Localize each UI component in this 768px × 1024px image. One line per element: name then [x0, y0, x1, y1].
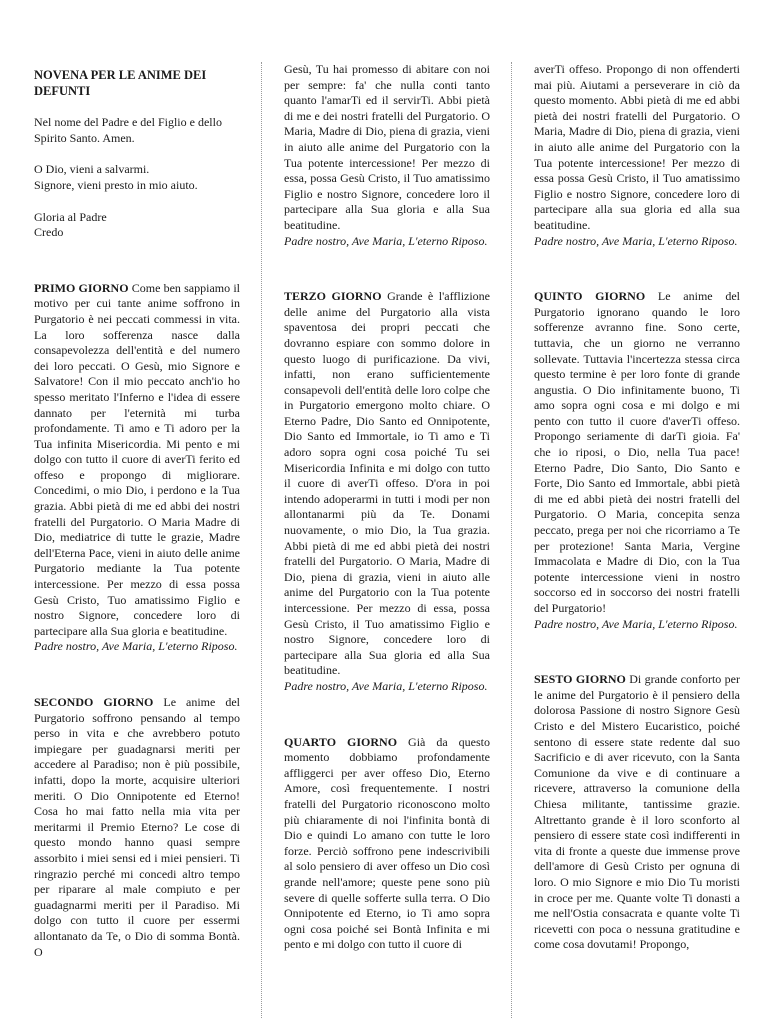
day-3-prayer: Padre nostro, Ave Maria, L'eterno Riposo.: [284, 678, 488, 693]
day-2-continuation: Gesù, Tu hai promesso di abitare con noi per sempre: fa' che nulla conti tanto quanto l'amarTi ed il servirTi. Abbi pietà di me e dei nostri fratelli del Purgatorio. O Maria, Madre di Dio, piena di grazia, vieni in aiuto alle anime del Purgatorio con la Tua potente intercessione! Per mezzo di essa, possa Gesù Cristo, il Tuo amatissimo Figlio e nostro Signore, concedere loro il partecipare alla Sua gloria e alla Sua beatitudine.: [284, 62, 490, 232]
column-3: [534, 62, 740, 953]
day-5-prayer: Padre nostro, Ave Maria, L'eterno Riposo.: [534, 616, 738, 631]
column-divider: [511, 62, 512, 1018]
day-5-section: [534, 289, 740, 616]
day-6-title: SESTO GIORNO: [534, 672, 626, 687]
day-3-text: Grande è l'afflizione delle anime del Purgatorio alla vista spaventosa dei propri peccati che dovranno espiare con sommo dolore in questo luogo di purificazione. Da vivi, infatti, non erano sufficientemente consapevoli dell'entità delle loro colpe che in Purgatorio emergono molto chiare. O Eterno Padre, Dio Santo ed Onnipotente, Dio Santo ed Immortale, io Ti amo e Ti adoro sopra ogni cosa poiché Tu sei Misericordia Infinita e mi dolgo con tutto il cuore di averTi offeso. D'ora in poi intendo adoperarmi in tutti i modi per non allontanarmi più da Te. Donami nuovamente, o mio Dio, la Tua grazia. Abbi pietà di me ed abbi pietà dei nostri fratelli del Purgatorio. O Maria, Madre di Dio, piena di grazia, vieni in aiuto alle anime del Purgatorio con la Tua potente intercessione. Per mezzo di essa, possa Gesù Cristo, il Tuo amatissimo Figlio e nostro Signore, concedere loro di partecipare alla Sua gloria ed alla Sua beatitudine.: [284, 289, 491, 678]
day-2-title: SECONDO GIORNO: [34, 695, 154, 709]
day-1-prayer: Padre nostro, Ave Maria, L'eterno Riposo.: [34, 639, 238, 654]
column-1: [34, 62, 240, 960]
day-2-prayer: Padre nostro, Ave Maria, L'eterno Riposo.: [284, 233, 488, 248]
day-1-title: PRIMO GIORNO: [34, 280, 129, 295]
column-divider: [261, 62, 262, 1018]
day-3-section: [284, 289, 490, 679]
day-1-section: [34, 281, 240, 640]
prayer-credo: Credo: [34, 225, 64, 240]
day-5-text: Le anime del Purgatorio ignorano quando le loro sofferenze avranno fine. Sono certe, tuttavia, che un giorno ne verranno sollevate. Tuttavia l'incertezza stessa circa questo termine è per loro fonte di grande angustia. O Dio infinitamente buono, Ti amo sopra ogni cosa e mi dolgo e mi pento con tutto il cuore d'averTi offeso. Propongo seriamente di darTi gioia. Fa' che io riposi, o Dio, nella Tua pace! Eterno Padre, Dio Santo, Dio Santo e Forte, Dio Santo ed Immortale, abbi pietà di me ed abbi pietà dei nostri fratelli del Purgatorio. O Maria, concepita senza peccato, prega per noi che ricorriamo a Te per protezione! Santa Maria, Vergine Immacolata e Madre di Dio, con la Tua potente intercessione vieni in nostro soccorso ed in soccorso dei nostri fratelli del Purgatorio!: [534, 289, 741, 615]
day-6-text: Di grande conforto per le anime del Purgatorio è il pensiero della dolorosa Passione di nostro Signore Gesù Cristo e del Mistero Eucaristico, poiché sentono di essere state redente dal suo Sacrificio e di aver ricevuto, con la Santa Comunione da vive e di continuare a ricevere, attraverso la comunione della Chiesa militante, tantissime grazie. Altrettanto grande è il loro sconforto al pensiero di essere state così indifferenti in vita di fronte a queste due immense prove dell'amore di Gesù Cristo per ognuna di loro. O mio Signore e mio Dio Tu moristi in croce per me. Quante volte Ti donasti a me nell'Ostia consacrata e quante volte Ti ricevetti con poca o nessuna gratitudine e come cosa dovutami! Propongo,: [534, 672, 741, 952]
day-6-section: [534, 672, 740, 953]
invocation-line: Signore, vieni presto in mio aiuto.: [34, 177, 198, 192]
day-2-text: Le anime del Purgatorio soffrono pensando al tempo perso in vita e che avrebbero potuto impiegare per guadagnarsi meriti per accedere al Paradiso; non è più possibile, infatti, dopo la morte, acquisire ulteriori meriti. O Dio Onnipotente ed Eterno! Cosa ho mai fatto nella mia vita per meritarmi il Premio Eterno? Le cose di questo mondo hanno quasi sempre assorbito i miei sensi ed i miei pensieri. Ti ringrazio perché mi concedi altro tempo per riparare al male compiuto e per guadagnarmi meriti per il Paradiso. Mi dolgo con tutto il cuore per essermi allontanato da Te, o Dio di somma Bontà. O: [34, 695, 240, 959]
document-title: NOVENA PER LE ANIME DEI DEFUNTI: [34, 68, 207, 98]
prayer-gloria: Gloria al Padre: [34, 209, 107, 224]
day-4-text: Già da questo momento dobbiamo profondamente affliggerci per aver offeso Dio, Eterno Amore, così frequentemente. I nostri fratelli del Purgatorio riconoscono molto più chiaramente di noi l'infinita bontà di Dio e quindi Lo amano con tutte le loro forze. Perciò soffrono pene indescrivibili al solo pensiero di aver offeso un Dio così grande nell'amore; queste pene sono più severe di quelle sofferte sulla terra. O Dio Onnipotente ed Eterno, io Ti amo sopra ogni cosa poiché sei Bontà Infinita e mi pento e mi dolgo con tutto il cuore di: [284, 734, 490, 952]
day-4-section: [284, 735, 490, 953]
column-2: [284, 62, 490, 953]
day-4-prayer: Padre nostro, Ave Maria, L'eterno Riposo.: [534, 233, 738, 248]
invocation-line: O Dio, vieni a salvarmi.: [34, 162, 150, 177]
day-4-title: QUARTO GIORNO: [284, 734, 398, 749]
day-5-title: QUINTO GIORNO: [534, 289, 646, 304]
day-2-section: [34, 695, 240, 960]
day-1-text: Come ben sappiamo il motivo per cui tante anime soffrono in Purgatorio è nei peccati commessi in vita. La loro sofferenza nasce dalla consapevolezza dell'entità e del numero dei loro peccati. O Gesù, mio Signore e Salvatore! Con il mio peccato anch'io ho spesso meritato l'Inferno e l'idea di essere dannato per l'eternità mi turba profondamente. Ti amo e Ti adoro per la Tua infinita Misericordia. Mi pento e mi dolgo con tutto il cuore di averTi ferito ed offeso e propongo di migliorare. Concedimi, o mio Dio, i perdono e la Tua grazia. Abbi pietà di me ed abbi dei nostri fratelli del Purgatorio. O Maria Madre di Dio, mediatrice di tutte le grazie, Madre dell'Eterna Pace, vieni in aiuto delle anime Purgatorio mediante la Tua potente intercessione. Per mezzo di essa possa Gesù Cristo, Tuo amatissimo Figlio e nostro Signore, concedere loro di partecipare alla Sua gloria e beatitudine.: [34, 280, 240, 638]
day-4-continuation: averTi offeso. Propongo di non offenderti mai più. Aiutami a perseverare in ciò da questo momento. Abbi pietà di me ed abbi pietà dei nostri fratelli del Purgatorio. O Maria, Madre di Dio, piena di grazia, vieni in aiuto alle anime del Purgatorio con la Tua potente intercessione! Per mezzo di essa possa Gesù Cristo, il Tuo amatissimo Figlio e nostro Signore, concedere loro di partecipare alla sua gloria ed alla sua beatitudine.: [534, 62, 740, 232]
sign-of-cross: Nel nome del Padre e del Figlio e dello Spirito Santo. Amen.: [34, 115, 222, 145]
day-3-title: TERZO GIORNO: [284, 289, 382, 304]
